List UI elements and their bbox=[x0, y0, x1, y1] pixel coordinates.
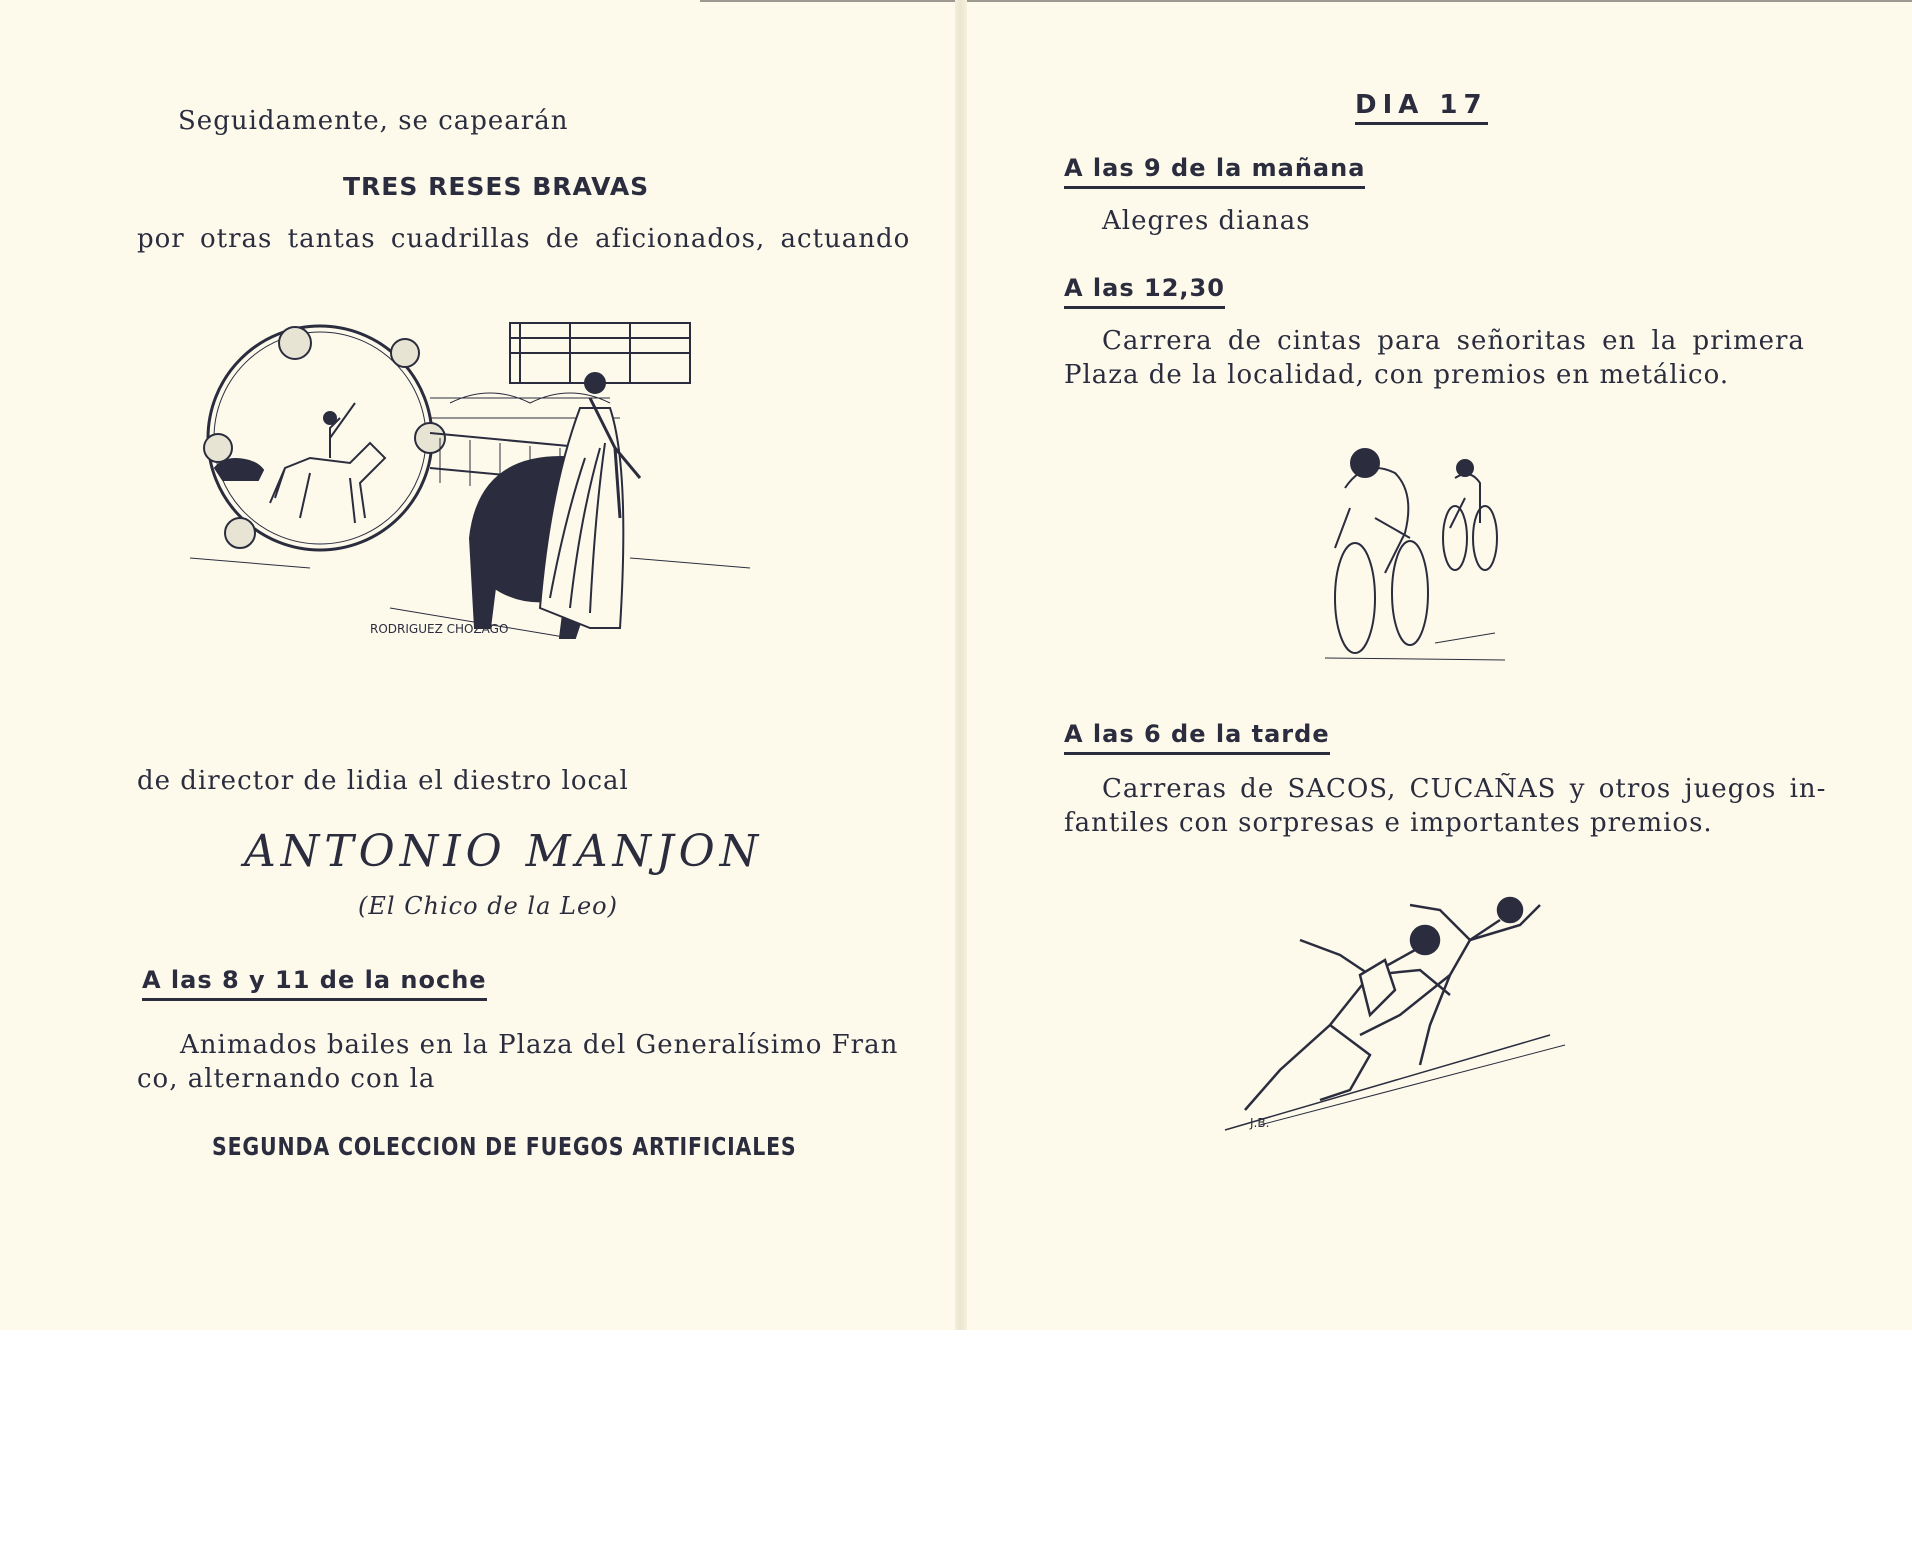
cyclists-illustration bbox=[1315, 428, 1515, 668]
torero-nickname: (El Chico de la Leo) bbox=[358, 892, 618, 920]
night-event-heading: A las 8 y 11 de la noche bbox=[142, 966, 487, 1001]
torero-name: ANTONIO MANJON bbox=[244, 826, 764, 877]
highlight-title: TRES RESES BRAVAS bbox=[343, 172, 650, 201]
event-2-line-1: Carrera de cintas para señoritas en la primera bbox=[1102, 326, 1805, 356]
event-3-line-1: Carreras de SACOS, CUCAÑAS y otros juegos in- bbox=[1102, 774, 1827, 804]
bullfight-illustration bbox=[190, 308, 810, 718]
illustration-signature: RODRIGUEZ CHOZAGO bbox=[370, 622, 509, 636]
left-page bbox=[0, 0, 955, 1330]
day-title: DIA 17 bbox=[1355, 90, 1488, 125]
event-1-line-1: Alegres dianas bbox=[1102, 206, 1311, 236]
event-2-line-2: Plaza de la localidad, con premios en metálico. bbox=[1064, 360, 1730, 390]
event-heading-3: A las 6 de la tarde bbox=[1064, 720, 1330, 755]
runners-illustration bbox=[1220, 895, 1580, 1135]
runners-signature: J.B. bbox=[1250, 1116, 1270, 1130]
night-event-line-1: Animados bailes en la Plaza del Generalísimo Fran bbox=[180, 1030, 899, 1060]
night-event-line-2: co, alternando con la bbox=[137, 1064, 436, 1094]
intro-continuation: por otras tantas cuadrillas de aficionados, actuando bbox=[137, 224, 911, 254]
event-heading-2: A las 12,30 bbox=[1064, 274, 1225, 309]
fireworks-title: SEGUNDA COLECCION DE FUEGOS ARTIFICIALES bbox=[212, 1132, 797, 1161]
after-illustration-text: de director de lidia el diestro local bbox=[137, 766, 629, 796]
intro-text: Seguidamente, se capearán bbox=[178, 106, 569, 136]
event-3-line-2: fantiles con sorpresas e importantes premios. bbox=[1064, 808, 1713, 838]
right-page bbox=[965, 0, 1912, 1330]
event-heading-1: A las 9 de la mañana bbox=[1064, 154, 1365, 189]
